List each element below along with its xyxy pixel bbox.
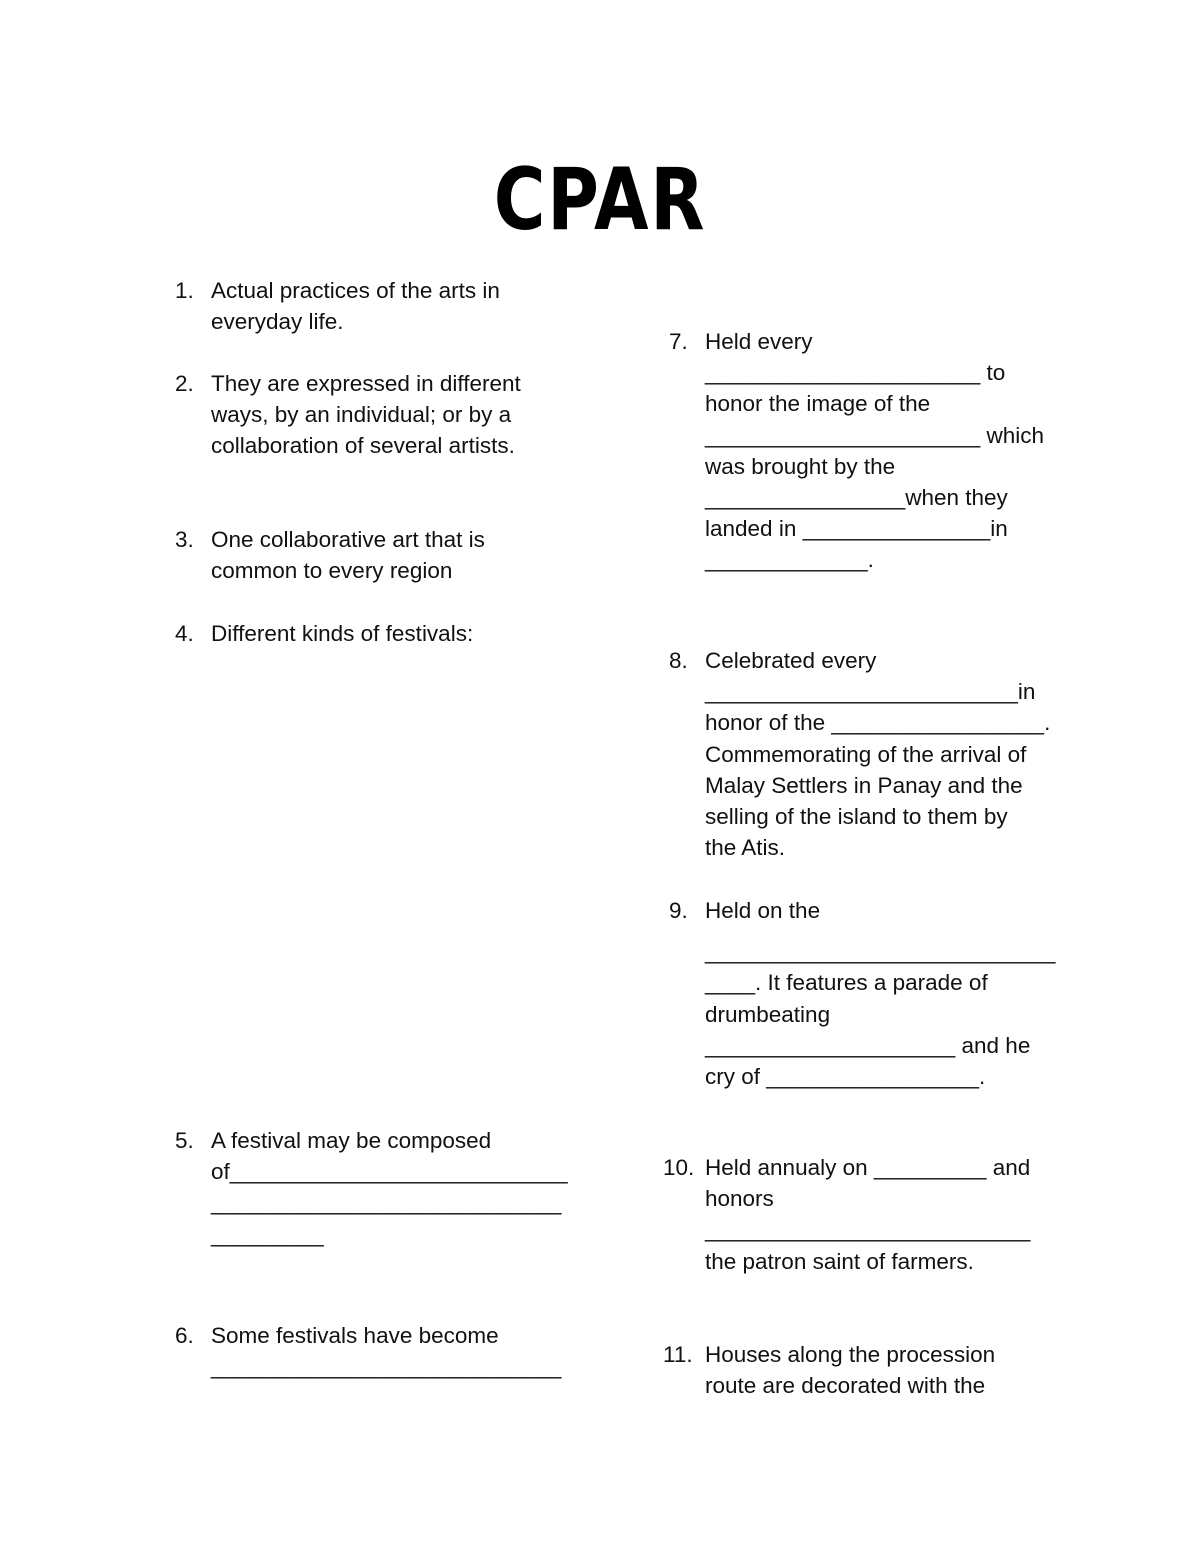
question-number: 4. — [175, 621, 194, 646]
question-number: 6. — [175, 1323, 194, 1348]
question-5 — [175, 1125, 575, 1250]
question-text-line: Celebrated every — [705, 648, 877, 673]
question-text-line: ____. It features a parade of — [705, 970, 988, 996]
question-text-line: Actual practices of the arts in — [211, 278, 500, 303]
question-text-line: Different kinds of festivals: — [211, 621, 474, 646]
question-text-line: selling of the island to them by — [705, 804, 1008, 830]
question-3 — [175, 524, 575, 586]
question-number: 7. — [669, 329, 688, 354]
question-6 — [175, 1320, 575, 1382]
question-text-line: Held on the — [705, 898, 821, 923]
question-number: 10. — [663, 1155, 695, 1180]
question-text-line: ways, by an individual; or by a — [211, 402, 512, 428]
question-text-line: ______________________ to — [705, 360, 1006, 386]
question-text-line: A festival may be composed — [211, 1128, 492, 1153]
question-text-line: Held every — [705, 329, 813, 354]
question-number: 11. — [663, 1342, 693, 1367]
question-8 — [669, 645, 1069, 863]
question-text-line: drumbeating — [705, 1001, 831, 1027]
question-number: 8. — [669, 648, 688, 673]
answer-blank-line: _________ — [211, 1221, 324, 1247]
question-text-line: Commemorating of the arrival of — [705, 741, 1027, 767]
question-4 — [175, 618, 575, 649]
question-number: 5. — [175, 1128, 194, 1153]
question-number: 2. — [175, 371, 194, 396]
question-text-line: _________________________in — [705, 679, 1036, 705]
question-text-line: ____________________ and he — [705, 1032, 1031, 1058]
question-text-line: honor of the _________________. — [705, 710, 1051, 736]
question-text-line: One collaborative art that is — [211, 527, 485, 552]
question-number: 1. — [175, 278, 194, 303]
question-text-line: cry of _________________. — [705, 1064, 986, 1090]
question-text-line: honor the image of the — [705, 391, 931, 417]
question-7 — [669, 326, 1069, 576]
question-2 — [175, 368, 575, 462]
question-text-line: the Atis. — [705, 835, 786, 861]
question-text-line: landed in _______________in — [705, 516, 1008, 542]
answer-blank-line: __________________________ — [705, 1217, 1031, 1243]
question-text-line: route are decorated with the — [705, 1373, 986, 1399]
question-text-line: of___________________________ — [211, 1159, 568, 1185]
question-text-line: collaboration of several artists. — [211, 433, 515, 459]
question-text-line: the patron saint of farmers. — [705, 1248, 974, 1274]
question-text-line: Houses along the procession — [705, 1342, 996, 1367]
question-text-line: Held annualy on _________ and — [705, 1155, 1031, 1180]
question-10 — [663, 1152, 1069, 1277]
question-text-line: ________________when they — [705, 485, 1008, 511]
question-9 — [669, 895, 1069, 1092]
answer-blank-line: ____________________________ — [211, 1190, 562, 1216]
answer-blank-line: ____________________________ — [211, 1354, 562, 1380]
page-title: CPAR — [493, 150, 707, 250]
question-text-line: ______________________ which — [705, 422, 1045, 448]
question-text-line: common to every region — [211, 558, 453, 584]
answer-blank-line: ____________________________ — [705, 939, 1056, 965]
question-number: 3. — [175, 527, 194, 552]
question-number: 9. — [669, 898, 688, 923]
question-text-line: They are expressed in different — [211, 371, 521, 396]
question-text-line: everyday life. — [211, 309, 344, 335]
question-11 — [663, 1339, 1069, 1401]
question-1 — [175, 275, 575, 337]
question-text-line: honors — [705, 1186, 774, 1212]
question-text-line: was brought by the — [705, 453, 896, 479]
question-text-line: _____________. — [705, 547, 874, 573]
question-text-line: Malay Settlers in Panay and the — [705, 772, 1023, 798]
question-text-line: Some festivals have become — [211, 1323, 499, 1348]
